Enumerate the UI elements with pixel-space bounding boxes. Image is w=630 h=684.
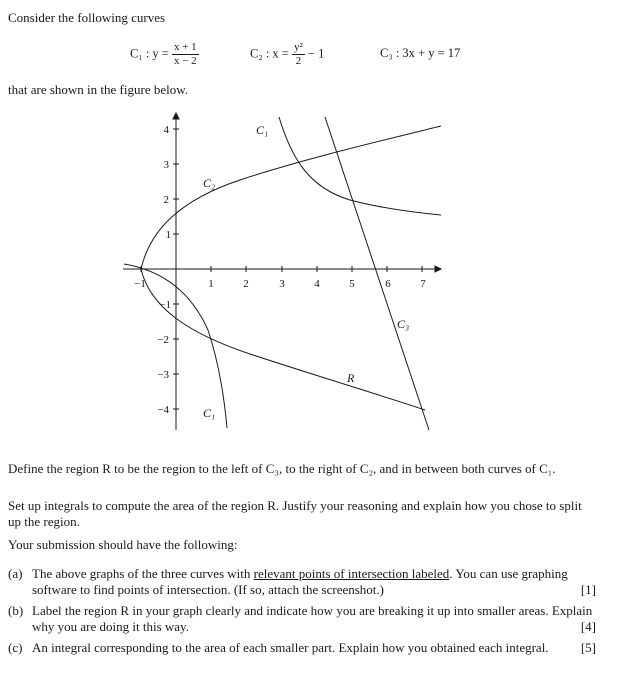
item-text: An integral corresponding to the area of each smaller part. Explain how you obtained each integral.: [32, 640, 549, 655]
x-tick-label: 4: [314, 278, 320, 290]
y-tick-label: 4: [163, 124, 169, 136]
item-label: (c): [8, 640, 23, 655]
x-tick-label: 7: [420, 278, 426, 290]
item-text: Label the region R in your graph clearly and indicate how you are breaking it up into smaller areas. Explain why you are doing it this way.: [32, 603, 593, 634]
x-tick-label: 5: [349, 278, 355, 290]
submission-text: Your submission should have the following:: [8, 537, 238, 552]
y-tick-label: 1: [165, 229, 171, 241]
list-item: [8, 603, 596, 635]
item-text-pre: The above graphs of the three curves with: [32, 566, 254, 581]
label-c2: C₂: [203, 176, 216, 190]
label-c1-top: C₁: [256, 123, 269, 137]
setup-text: Set up integrals to compute the area of the region R. Justify your reasoning and explain how you chose to split up the region.: [8, 498, 582, 529]
item-label: (a): [8, 566, 23, 581]
c2-denominator: 2: [295, 55, 302, 67]
y-axis-arrow: [173, 113, 179, 119]
list-item: [8, 640, 596, 656]
c2-lhs: C₂ : x =: [250, 46, 289, 61]
c2-numerator: y²: [293, 41, 303, 53]
curve-c2-path: [141, 126, 441, 410]
item-points: [5]: [580, 640, 596, 655]
y-tick-label: 2: [163, 194, 169, 206]
y-tick-label: 3: [163, 159, 169, 171]
x-tick-label: 6: [385, 278, 391, 290]
define-region-text: Define the region R to be the region to the left of C₃, to the right of C₂, and in between both curves of C₁.: [8, 461, 556, 476]
c2-tail: − 1: [307, 46, 325, 61]
shown-text: that are shown in the figure below.: [8, 82, 189, 97]
x-tick-label: 3: [279, 278, 285, 290]
label-region-r: R: [347, 371, 355, 385]
curve-c3-definition: C₃ : 3x + y = 17: [380, 46, 461, 60]
x-axis-arrow: [435, 266, 441, 272]
item-text: [32, 566, 596, 598]
c1-denominator: x − 2: [173, 55, 197, 67]
item-text-post: . You can use graphing software to find points of intersection. (If so, attach the screenshot.): [32, 566, 568, 597]
label-c1-bottom: C₁: [203, 406, 216, 420]
y-tick-label: −2: [157, 334, 169, 346]
y-tick-label: −1: [159, 299, 171, 311]
item-points: [4]: [580, 619, 596, 634]
item-text-underlined: relevant points of intersection labeled: [253, 566, 450, 581]
label-c3: C₃: [397, 317, 410, 331]
c1-lhs: C₁ : y =: [130, 46, 169, 61]
x-tick-label: 2: [243, 278, 249, 290]
x-tick-label: −1: [134, 278, 146, 290]
item-points: [1]: [580, 582, 596, 597]
c1-numerator: x + 1: [173, 41, 197, 53]
x-tick-label: 1: [208, 278, 214, 290]
list-item: [8, 566, 596, 598]
intro-text: Consider the following curves: [8, 10, 166, 25]
item-label: (b): [8, 603, 24, 618]
y-tick-label: −4: [157, 404, 169, 416]
y-tick-label: −3: [157, 369, 169, 381]
